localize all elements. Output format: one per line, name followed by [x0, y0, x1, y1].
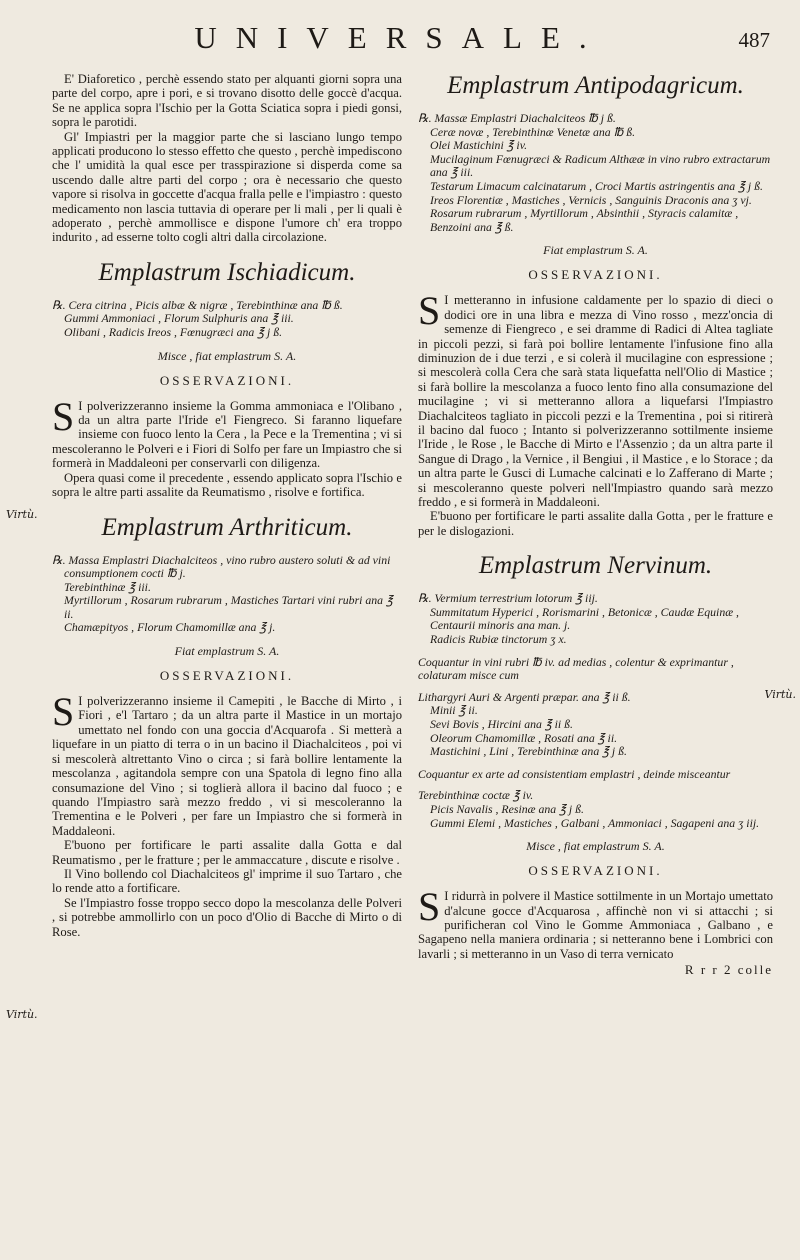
observations-heading: OSSERVAZIONI. — [159, 668, 295, 684]
observations-heading: OSSERVAZIONI. — [159, 372, 295, 388]
margin-note-virtu: Virtù. — [6, 508, 38, 521]
observation-text — [52, 393, 402, 471]
page-number: 487 — [738, 28, 770, 52]
recipe-line: ℞. Cera citrina , Picis albæ & nigræ , Terebinthinæ ana ℔ ß. — [52, 297, 343, 312]
observation-body: I metteranno in infusione caldamente per lo spazio di dieci o dodici ore in una libra e mezza di Vino rosso , mezz'oncia di semenze di Fiengreco , e sei dramme di Radici di Altea tagliate in piccoli pezzi, si farà poi bollire lentamente l'infusione fino alla diminuzion de i due terzi , e si colerà il mucilagine con espressione ; si mescolerà colla Cera che sarà stata liquefatta nell'Olio di Mastice ; si farà bollire la mescolanza a fuoco lento fino alla consumazione del mucilagine ; vi si metteranno allora a liquefarsi l'Impiastro Diachalciteos tagliato in piccoli pezzi e la Trementina , poi si ritirerà il bacino dal fuoco ; Intanto si polverizzeranno sottilmente insieme l'Iride , le Rose , le Bacche di Mirto e l'Assenzio ; da un altra parte il Sangue di Drago , la Vernice , il Bengiui , il Mastice , e lo Storace ; da un altra parte le Gusci di Lumache calcinati e lo Zafferano di Marte ; si mescoleranno queste polveri nell'Impiastro quando sarà mezzo freddo , e si formerà in Maddaleoni. — [418, 293, 773, 510]
paragraph: Se l'Impiastro fosse troppo secco dopo la mescolanza delle Polveri , si potrebbe ammollirlo con un poco d'Olio di Bacche di Mirto o di Rose. — [52, 895, 402, 939]
recipe-line: Myrtillorum , Rosarum rubrarum , Mastiches Tartari vini rubri ana ℥ ii. — [64, 593, 393, 621]
section-title-ischiadicum: Emplastrum Ischiadicum. — [98, 258, 356, 286]
observation-text — [418, 884, 773, 961]
observation-body: I polverizzeranno insieme il Camepiti , le Bacche di Mirto , i Fiori , e'l Tartaro ; da un altra parte il Mastice in un mortajo umettato nel fondo con una goccia d'Acquarofa . Si metterà a liquefare in un piatto di terra o in un bacino il Diachalciteos , poi vi si mescolerà altrettanto Vino o circa ; si farà bollire lentamente la mescolanza , agitandola sempre con una Spatola di legno fino alla consumazione del Vino ; si toglierà allora il bacino dal fuoco ; e quando l'Impiastro sarà mezzo freddo , vi si mescoleranno la Trementina e le Polveri , per fare un Impiastro che si formerà in Maddaleoni. — [52, 694, 402, 838]
observation-body: I ridurrà in polvere il Mastice sottilmente in un Mortajo umettato d'alcune gocce d'Acquarosa , affinchè non vi si attacchi ; si purificheran col Vino le Gomme Ammoniaca , Galbano , e Sagapeno nella maniera ordinaria ; si netteranno bene i Lombrici con lavarli ; si metteranno in un Vaso di terra vernicato — [418, 889, 773, 961]
recipe-line: ℞. Vermium terrestrium lotorum ℥ iij. — [418, 591, 598, 606]
virtue-text: E'buono per fortificare le parti assalite dalla Gotta , per le fratture e per le dislogazioni. — [418, 509, 773, 538]
recipe-line: Olibani , Radicis Ireos , Fœnugræci ana ℥ j ß. — [64, 325, 283, 340]
drop-cap: S — [418, 288, 441, 334]
margin-note-virtu: Virtù. — [6, 1008, 38, 1021]
recipe-line: Oleorum Chamomillæ , Rosati ana ℥ ii. — [430, 730, 618, 745]
recipe-line: Picis Navalis , Resinæ ana ℥ j ß. — [430, 801, 584, 816]
recipe-line: Gummi Elemi , Mastiches , Galbani , Ammoniaci , Sagapeni ana ʒ iij. — [430, 815, 760, 830]
paragraph: Gl' Impiastri per la maggior parte che si lasciano lungo tempo applicati producono lo stesso effetto che questo , perchè impediscono che l' umidità la qual esce per trasspirazione si disperda come sa uscendo dalle altre parti del corpo ; ora è necessario che questo vapore si risolva in goccette d'acqua fralla pelle e l'impiastro : questo medicamento non lascia tuttavia di operare per li mali , per li quali è adoperato , perchè ammollisce e dispone l'umore ch' era troppo indurito , ad esserne tolto cogli altri dalla circolazione. — [52, 129, 402, 245]
recipe-line: Terebinthinæ coctæ ℥ iv. — [418, 788, 534, 803]
fiat-line: Fiat emplastrum S. A. — [543, 243, 648, 258]
recipe-line: Summitatum Hyperici , Rorismarini , Betonicæ , Caudæ Equinæ , Centaurii minoris ana man. j. — [430, 604, 739, 633]
recipe-line: Rosarum rubrarum , Myrtillorum , Absinthii , Styracis calamitæ , Benzoini ana ℥ ß. — [430, 206, 739, 234]
section-title-arthriticum: Emplastrum Arthriticum. — [101, 513, 353, 541]
recipe-line: Mucilaginum Fœnugræci & Radicum Althææ in vino rubro extractarum ana ℥ iii. — [430, 151, 771, 180]
recipe-line: Terebinthinæ ℥ iii. — [64, 579, 151, 594]
virtue-text: Opera quasi come il precedente , essendo applicato sopra l'Ischio e sopra le altre parti assalite da Reumatismo , risolve e fortifica. — [52, 470, 402, 500]
right-column — [418, 72, 773, 978]
fiat-line: Misce , fiat emplastrum S. A. — [157, 348, 297, 363]
recipe-text: Massa Emplastri Diachalciteos , vino rubro austero soluti & ad vini consumptionem cocti ℔ j. — [64, 552, 391, 581]
recipe-line: ℞. Massæ Emplastri Diachalciteos ℔ j ß. — [418, 111, 616, 125]
observation-text — [52, 689, 402, 838]
left-column — [52, 72, 402, 939]
recipe-nervinum-3 — [418, 789, 773, 830]
fiat-line: Fiat emplastrum S. A. — [174, 644, 280, 659]
recipe-text: Vermium terrestrium lotorum ℥ iij. — [434, 591, 598, 606]
recipe-line: Radicis Rubiæ tinctorum ʒ x. — [430, 632, 567, 647]
recipe-line: Ireos Florentiæ , Mastiches , Vernicis , Sanguinis Draconis ana ʒ vj. — [430, 192, 752, 207]
observations-heading: OSSERVAZIONI. — [528, 267, 663, 283]
recipe-arthriticum — [52, 554, 402, 636]
paragraph: E' Diaforetico , perchè essendo stato per alquanti giorni sopra una parte del corpo, apre i pori, e si trovano disotto delle goccè d'acqua. Se ne applica sopra l'Ischio per la Gotta Sciatica sopra i piedi gonsi, sopra le parotidi. — [52, 72, 402, 130]
recipe-line: ℞. Massa Emplastri Diachalciteos , vino rubro austero soluti & ad vini consumptionem cocti ℔ j. — [52, 552, 391, 581]
recipe-line: Sevi Bovis , Hircini ana ℥ ii ß. — [430, 717, 574, 731]
observation-text — [418, 288, 773, 510]
coquantur-line: Coquantur ex arte ad consistentiam emplastri , deinde misceantur — [418, 766, 731, 781]
recipe-text: Massæ Emplastri Diachalciteos ℔ j ß. — [434, 111, 616, 125]
virtue-text: E'buono per fortificare le parti assalite dalla Gotta e dal Reumatismo , per le fratture ; per le ammaccature , discute e risolve . — [52, 838, 402, 867]
recipe-nervinum-2 — [418, 691, 773, 759]
drop-cap: S — [418, 884, 441, 930]
observations-heading: OSSERVAZIONI. — [528, 863, 663, 879]
drop-cap: S — [52, 393, 75, 439]
recipe-line: Minii ℥ ii. — [430, 703, 478, 718]
observation-body: I polverizzeranno insieme la Gomma ammoniaca e l'Olibano , da un altra parte l'Iride e'l Fiengreco. Si faranno liquefare insieme con fuoco lento la Cera , la Pece e la Trementina ; vi si mescoleranno le Polveri e i Fiori di Solfo per fare un Impiastro che si formerà in Maddaleoni per conservarli con diligenza. — [52, 398, 402, 471]
margin-note-virtu: Virtù. — [764, 688, 796, 701]
recipe-line: Ceræ novæ , Terebinthinæ Venetæ ana ℔ ß. — [430, 124, 636, 139]
recipe-line: Mastichini , Lini , Terebinthinæ ana ℥ j ß. — [430, 744, 627, 759]
recipe-line: Lithargyri Auri & Argenti præpar. ana ℥ ii ß. — [418, 689, 631, 704]
recipe-text: Cera citrina , Picis albæ & nigræ , Terebinthinæ ana ℔ ß. — [68, 297, 343, 312]
paragraph: Il Vino bollendo col Diachalciteos gl' imprime il suo Tartaro , che lo rende atto a fortificare. — [52, 866, 402, 896]
recipe-line: Testarum Limacum calcinatarum , Croci Martis astringentis ana ℥ j ß. — [430, 178, 763, 193]
coquantur-line: Coquantur in vini rubri ℔ iv. ad medias , colentur & exprimantur , colaturam misce cum — [418, 654, 734, 683]
fiat-line: Misce , fiat emplastrum S. A. — [526, 839, 665, 854]
recipe-ischiadicum — [52, 299, 402, 340]
signature-catchword: R r r 2 colle — [684, 962, 773, 978]
recipe-line: Chamæpityos , Florum Chamomillæ ana ℥ j. — [64, 620, 276, 635]
recipe-line: Olei Mastichini ℥ iv. — [430, 138, 528, 153]
recipe-line: Gummi Ammoniaci , Florum Sulphuris ana ℥ iii. — [64, 311, 294, 326]
recipe-antipodagricum — [418, 112, 773, 234]
running-head: UNIVERSALE. — [194, 20, 606, 55]
recipe-nervinum — [418, 592, 773, 646]
drop-cap: S — [52, 689, 75, 735]
section-title-antipodagricum: Emplastrum Antipodagricum. — [447, 72, 744, 99]
section-title-nervinum: Emplastrum Nervinum. — [478, 552, 713, 580]
